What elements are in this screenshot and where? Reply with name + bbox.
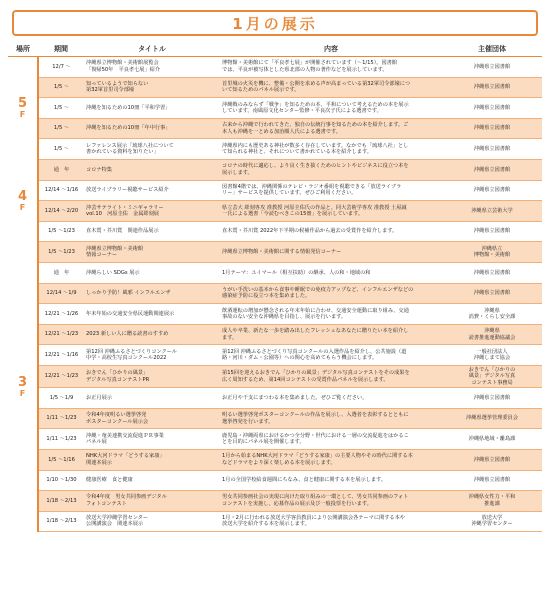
- title-line: 沖縄を知るための10冊「平和学習」: [86, 104, 171, 111]
- org-line: おきでん「ひかりの: [468, 366, 516, 373]
- title-line: 沖縄を知るための10冊「年中行事」: [86, 125, 171, 132]
- period-cell: 12/21 ～1/23: [38, 324, 84, 345]
- title-cell: [84, 283, 220, 304]
- content-line: 事故のない安全な沖縄県を目指し、展示を行います。: [222, 313, 347, 320]
- title-line: 沖縄県立博物館・美術館展覧会: [86, 60, 159, 67]
- table-row: [8, 449, 542, 470]
- period-cell: 1/18 ～2/13: [38, 491, 84, 512]
- title-line: 放送ライブラリー視聴サービス紹介: [86, 187, 169, 194]
- header-place: 場所: [8, 42, 38, 57]
- org-cell: [442, 139, 542, 160]
- title-line: ポスターコンクール展示会: [86, 418, 149, 425]
- org-cell: [442, 449, 542, 470]
- title-line: 第32軍首里司令部壕: [86, 87, 135, 94]
- org-cell: [442, 345, 542, 366]
- title-cell: [84, 324, 220, 345]
- title-cell: [84, 388, 220, 409]
- org-cell: [442, 180, 542, 201]
- content-cell: [220, 180, 442, 201]
- floor-number: 3: [17, 374, 28, 390]
- content-cell: [220, 408, 442, 429]
- org-line: 放送大学: [481, 515, 503, 522]
- org-cell: [442, 429, 542, 450]
- title-cell: [84, 221, 220, 242]
- org-line: 沖縄県立図書館: [473, 394, 511, 401]
- period-cell: 1/5 ～1/16: [38, 449, 84, 470]
- org-line: 沖縄県立図書館: [473, 228, 511, 235]
- org-line: 沖縄県立図書館: [473, 290, 511, 297]
- content-line: ます。: [222, 334, 238, 341]
- content-line: 男女共同参画社会の実現に向けた取り組みの一環として、男女共同参画のフォト: [222, 494, 409, 501]
- content-cell: [220, 388, 442, 409]
- content-line: 1月・2月に行われる放送大学客員教員により公開講演会各テーマに関する本や: [222, 515, 405, 522]
- title-line: コロナ特集: [86, 166, 112, 173]
- table-row: [8, 491, 542, 512]
- title-line: vol.10 河原圭佑 金属彫刻展: [86, 210, 159, 217]
- org-line: コンテスト事務局: [471, 379, 513, 386]
- title-cell: [84, 470, 220, 491]
- title-line: 2023 新しい人に贈る読書のすすめ: [86, 331, 169, 338]
- title-line: 知っているようで知らない: [86, 80, 149, 87]
- org-cell: [442, 77, 542, 98]
- content-line: うがい手洗いの基本から食事や睡眠での免疫力アップなど、インフルエンザなどの: [222, 286, 414, 293]
- title-line: 第12回 沖縄ふるさとづくりコンクール: [86, 348, 177, 355]
- org-line: 読書推進運動協議会: [468, 334, 516, 341]
- period-cell: 通 年: [38, 159, 84, 180]
- content-cell: [220, 77, 442, 98]
- period-cell: 1/5 ～1/23: [38, 221, 84, 242]
- table-row: [8, 304, 542, 325]
- title-line: デジタル写真コンテストPR: [86, 376, 150, 383]
- org-line: 沖縄学習センター: [471, 521, 513, 528]
- floor-number: 4: [17, 188, 28, 204]
- content-line: お正月や干支にまつわる本を集めました。ぜひご覧ください。: [222, 394, 368, 401]
- table-row: [8, 324, 542, 345]
- period-cell: 12/7 ～: [38, 57, 84, 78]
- org-line: 沖縄県立図書館: [473, 104, 511, 111]
- content-line: コンテストを実施し、応募作品の展示及び一般投票を行います。: [222, 500, 372, 507]
- table-row: [8, 429, 542, 450]
- title-cell: [84, 304, 220, 325]
- content-line: 1月テーマ：ユイマール（相互扶助）の継承、人の和・地域の和: [222, 269, 371, 276]
- period-cell: 12/21 ～1/16: [38, 345, 84, 366]
- org-cell: [442, 98, 542, 119]
- title-line: おきでん「ひかりの風景」: [86, 370, 149, 377]
- title-box: [12, 10, 538, 36]
- org-line: 沖縄県: [484, 328, 500, 335]
- period-cell: 1/11 ～1/23: [38, 429, 84, 450]
- title-cell: [84, 57, 220, 78]
- content-line: 沖縄県立博物館・美術館に関する情報発信コーナー: [222, 248, 342, 255]
- period-cell: 1/5 ～: [38, 139, 84, 160]
- org-cell: [442, 324, 542, 345]
- period-cell: 1/5 ～1/9: [38, 388, 84, 409]
- content-line: 明るい選挙啓発ポスターコンクールの作品を展示し、入選者を表彰するとともに: [222, 412, 409, 419]
- title-cell: [84, 77, 220, 98]
- table-row: [8, 57, 542, 78]
- org-line: 沖縄県立図書館: [473, 269, 511, 276]
- content-cell: [220, 345, 442, 366]
- title-line: しっかり予防！風邪 インフルエンザ: [86, 290, 171, 297]
- content-line: いて知るためのパネル展示です。: [222, 87, 300, 94]
- org-line: 沖縄県立: [481, 245, 503, 252]
- title-line: 健康医療 食と健康: [86, 477, 133, 484]
- content-line: では、平良が被写体とした県北部の人物の著作などを展示しています。: [222, 66, 388, 73]
- title-cell: [84, 201, 220, 222]
- table-row: [8, 139, 542, 160]
- org-line: 沖縄県立図書館: [473, 477, 511, 484]
- table-row: [8, 221, 542, 242]
- title-line: 「復帰50年 平良孝七展」紹介: [86, 66, 161, 73]
- org-line: 一般社団法人: [476, 348, 508, 355]
- content-line: 選挙啓発を行います。: [222, 418, 274, 425]
- period-cell: 1/5 ～: [38, 98, 84, 119]
- title-cell: [84, 408, 220, 429]
- title-line: 情報コーナー: [86, 252, 118, 259]
- title-cell: [84, 491, 220, 512]
- content-cell: [220, 449, 442, 470]
- org-cell: [442, 221, 542, 242]
- org-line: 沖縄県立図書館: [473, 84, 511, 91]
- org-line: 風景」デジタル写真: [468, 373, 516, 380]
- org-line: 沖縄県選挙管理委員会: [466, 415, 518, 422]
- org-cell: [442, 491, 542, 512]
- org-line: 博物館・美術館: [473, 252, 511, 259]
- content-cell: [220, 98, 442, 119]
- content-line: 第12回 沖縄ふるさとづくり写真コンクールの入選作品を紹介し、公共施設（道: [222, 348, 407, 355]
- table-header-row: [8, 42, 542, 57]
- org-cell: [442, 201, 542, 222]
- title-cell: [84, 180, 220, 201]
- org-cell: [442, 118, 542, 139]
- content-line: 直木賞・芥川賞 2022年下半期の候補作品から過去の受賞作を紹介します。: [222, 228, 398, 235]
- title-cell: [84, 98, 220, 119]
- header-title: タイトル: [84, 42, 220, 57]
- org-cell: [442, 365, 542, 387]
- table-body: [8, 57, 542, 532]
- title-line: 年末年始の交通安全県民運動関連展示: [86, 310, 175, 317]
- content-line: 博物館・美術館にて「平良孝七展」が開催されています（～1/15）。図書館: [222, 60, 398, 67]
- table-row: [8, 242, 542, 263]
- title-line: 放送大学沖縄学習センター: [86, 515, 149, 522]
- content-line: 1月から始まるNHK大河ドラマ「どうする家康」の主要人物やその時代に関する本: [222, 453, 413, 460]
- table-row: [8, 365, 542, 387]
- org-cell: [442, 388, 542, 409]
- title-cell: [84, 159, 220, 180]
- table-row: [8, 98, 542, 119]
- org-line: 沖縄県立図書館: [473, 125, 511, 132]
- exhibit-table: [8, 42, 542, 532]
- org-line: 沖縄県立図書館: [473, 456, 511, 463]
- table-row: [8, 470, 542, 491]
- title-cell: [84, 365, 220, 387]
- content-line: 飲酒運転の増加が懸念される年末年始に合わせ、交通安全運動に取り組み、交通: [222, 307, 409, 314]
- title-line: 沖縄・奄美連携交流促進ＰＲ事業: [86, 432, 164, 439]
- content-line: 第15回を迎えるおきでん「ひかりの風景」デジタル写真コンテストをその成果を: [222, 370, 410, 377]
- content-cell: [220, 429, 442, 450]
- period-cell: 1/18 ～2/13: [38, 511, 84, 532]
- content-line: とを目的にパネル展を開催します。: [222, 439, 305, 446]
- title-line: 直木賞・芥川賞 関連作品展示: [86, 228, 159, 235]
- org-line: 沖縄県立図書館: [473, 63, 511, 70]
- content-cell: [220, 283, 442, 304]
- content-line: 首里城の火災を機に、整備・公開を求める声が高まっている第32軍司令部壕につ: [222, 80, 411, 87]
- title-line: 沖縄らしい SDGs 展示: [86, 269, 140, 276]
- title-line: お正月展示: [86, 394, 112, 401]
- title-cell: [84, 429, 220, 450]
- title-cell: [84, 345, 220, 366]
- table-row: [8, 345, 542, 366]
- title-line: 書かれている資料を知りたい」: [86, 149, 159, 156]
- org-line: 沖縄県立図書館: [473, 187, 511, 194]
- period-cell: 1/5 ～: [38, 77, 84, 98]
- content-line: などドラマをより深く楽しめる本を展示します。: [222, 459, 336, 466]
- content-cell: [220, 304, 442, 325]
- table-row: [8, 388, 542, 409]
- content-line: 鹿児島・沖縄両県におけるかつ全分野・世代における一層の交流促進をはかるこ: [222, 432, 409, 439]
- content-line: 放送大学を紹介する本を展示します。: [222, 521, 310, 528]
- content-cell: [220, 324, 442, 345]
- title-line: パネル展: [86, 439, 107, 446]
- org-cell: [442, 262, 542, 283]
- period-cell: 1/10 ～1/30: [38, 470, 84, 491]
- content-line: しています。南風原文化センター監修・平良次子氏による選書です。: [222, 107, 382, 114]
- period-cell: 12/14 ～2/20: [38, 201, 84, 222]
- content-line: 一氏による選書「今読むべきこの15冊」を展示しています。: [222, 210, 364, 217]
- floor-suffix: F: [19, 388, 26, 398]
- org-line: 消費・くらし安全課: [468, 313, 516, 320]
- org-line: 沖縄県: [484, 307, 500, 314]
- org-cell: [442, 57, 542, 78]
- org-line: 沖縄県地域・離島課: [468, 435, 516, 442]
- content-line: 1月の全国学校給食週間にちなみ、食と健康に関する本を展示します。: [222, 477, 387, 484]
- floor-number: 5: [17, 96, 28, 112]
- period-cell: 12/21 ～1/26: [38, 304, 84, 325]
- title-line: 関連本展示: [86, 459, 112, 466]
- table-row: [8, 283, 542, 304]
- title-cell: [84, 118, 220, 139]
- content-line: 沖縄戦のみならず「戦争」を知るための本、平和について考えるための本を展示: [222, 101, 409, 108]
- title-line: レファレンス展示「琉球八社について: [86, 142, 174, 149]
- header-content: 内容: [220, 42, 442, 57]
- org-line: 沖縄県立図書館: [473, 145, 511, 152]
- content-cell: [220, 201, 442, 222]
- period-cell: 1/5 ～: [38, 118, 84, 139]
- org-line: 推進課: [484, 500, 500, 507]
- title-line: 令和4年度明るい選挙啓発: [86, 412, 147, 419]
- title-line: 中学・高校生写真コンクール2022: [86, 355, 167, 362]
- title-cell: [84, 511, 220, 532]
- org-line: 沖縄県女性力・平和: [468, 494, 516, 501]
- title-cell: [84, 242, 220, 263]
- period-cell: 1/11 ～1/23: [38, 408, 84, 429]
- title-line: 令和4年度 男女共同参画デジタル: [86, 494, 167, 501]
- content-line: て知られる神社と、それについて書かれている本を紹介します。: [222, 149, 372, 156]
- content-cell: [220, 262, 442, 283]
- content-line: 成人や卒業、新たな一歩を踏み出したフレッシュなあなたに贈りたい本を紹介し: [222, 328, 409, 335]
- floor-cell: [8, 242, 38, 532]
- org-line: 沖縄県立図書館: [473, 166, 511, 173]
- header-period: 期間: [38, 42, 84, 57]
- content-line: 本人も沖縄を一とめる加治順人氏による選書です。: [222, 128, 341, 135]
- floor-cell: [8, 159, 38, 241]
- content-cell: [220, 159, 442, 180]
- content-line: 広く周知するため、第14回コンテストの受賞作品パネルを展示します。: [222, 376, 389, 383]
- table-row: [8, 262, 542, 283]
- content-cell: [220, 365, 442, 387]
- period-cell: 12/21 ～1/23: [38, 365, 84, 387]
- org-cell: [442, 304, 542, 325]
- period-cell: 1/5 ～1/23: [38, 242, 84, 263]
- table-row: [8, 511, 542, 532]
- org-cell: [442, 283, 542, 304]
- period-cell: 12/14 ～1/9: [38, 283, 84, 304]
- content-line: 図書館4階では、沖縄関係のテレビ・ラジオ番組を視聴できる「放送ライブラ: [222, 183, 402, 190]
- content-line: リー」サービスを提供しています。ぜひご利用ください。: [222, 190, 357, 197]
- table-row: [8, 408, 542, 429]
- header-org: 主催団体: [442, 42, 542, 57]
- table-row: [8, 201, 542, 222]
- floor-suffix: F: [19, 110, 26, 120]
- floor-suffix: F: [19, 202, 26, 212]
- org-cell: [442, 511, 542, 532]
- content-line: 路・河川・ダム・公園等）への関心を高めてもらう機会にします。: [222, 355, 378, 362]
- period-cell: 通 年: [38, 262, 84, 283]
- content-cell: [220, 57, 442, 78]
- table-row: [8, 180, 542, 201]
- title-line: 沖芸サテライト・ミニギャラリー: [86, 204, 164, 211]
- content-cell: [220, 470, 442, 491]
- title-cell: [84, 449, 220, 470]
- title-line: フォトコンテスト: [86, 500, 127, 507]
- content-line: 沖縄県内にも歴史ある神社が数多く存在しています。なかでも「琉球八社」とし: [222, 142, 409, 149]
- org-cell: [442, 470, 542, 491]
- content-line: 古来から沖縄で行われてきた、独自の伝統行事を知るための本を紹介します。ご: [222, 122, 409, 129]
- org-cell: [442, 242, 542, 263]
- floor-cell: [8, 57, 38, 160]
- content-cell: [220, 511, 442, 532]
- title-cell: [84, 139, 220, 160]
- table-row: [8, 77, 542, 98]
- content-line: コロナの時代に適応し、より良く生き抜くためのヒントやビジネスに役立つ本を: [222, 163, 409, 170]
- content-cell: [220, 139, 442, 160]
- content-cell: [220, 118, 442, 139]
- title-cell: [84, 262, 220, 283]
- org-cell: [442, 159, 542, 180]
- content-line: 県立芸大 彫刻専攻 准教授 河原圭佑氏の作品と、同大芸術学専攻 准教授 土屋誠: [222, 204, 407, 211]
- org-line: 沖縄県立芸術大学: [471, 207, 513, 214]
- content-line: 展示します。: [222, 169, 253, 176]
- page-title: 1月の展示: [232, 14, 318, 33]
- table-row: [8, 118, 542, 139]
- content-line: 感染症予防に役立つ本を集めました。: [222, 293, 311, 300]
- content-cell: [220, 491, 442, 512]
- title-line: NHK大河ドラマ「どうする家康」: [86, 453, 165, 460]
- content-cell: [220, 242, 442, 263]
- table-row: [8, 159, 542, 180]
- title-line: 公開講演会 関連本展示: [86, 521, 144, 528]
- period-cell: 12/14 ～1/16: [38, 180, 84, 201]
- title-line: 沖縄県立博物館・美術館: [86, 245, 144, 252]
- content-cell: [220, 221, 442, 242]
- org-cell: [442, 408, 542, 429]
- org-line: 沖縄しまて協会: [473, 355, 511, 362]
